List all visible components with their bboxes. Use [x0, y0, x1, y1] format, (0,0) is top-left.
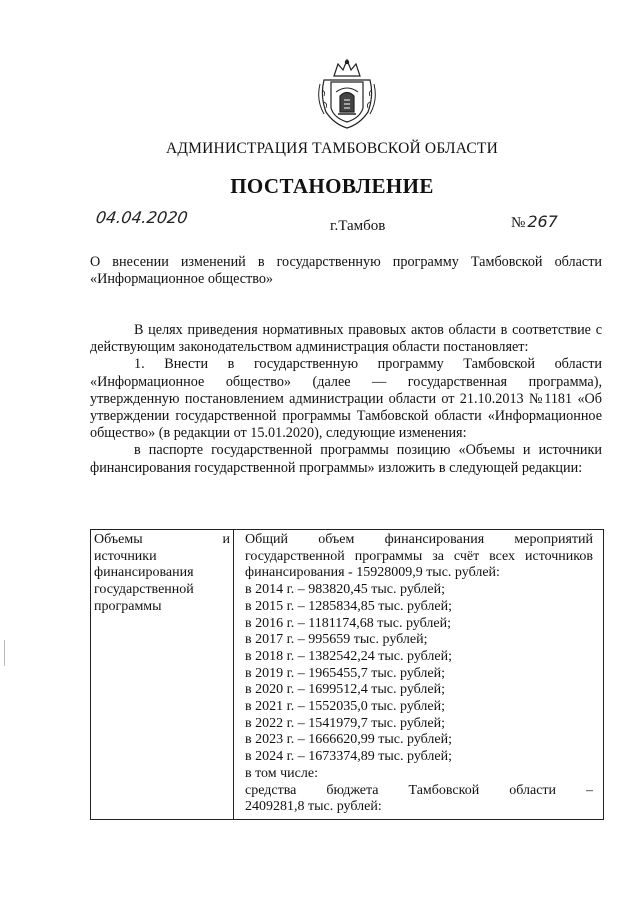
label-line: программы: [94, 598, 162, 614]
budget-amount: 2409281,8 тыс. рублей:: [245, 799, 382, 815]
year-amount: в 2019 г. – 1965455,7 тыс. рублей;: [245, 665, 445, 681]
year-amount: в 2023 г. – 1666620,99 тыс. рублей;: [245, 732, 452, 748]
city-name: г.Тамбов: [330, 218, 386, 234]
coat-of-arms-emblem-icon: [316, 56, 378, 130]
table-cell-value: [234, 530, 604, 820]
handwritten-date: 04.04.2020: [94, 208, 189, 227]
item-1-paragraph: 1. Внести в государственную программу Тамбовской области «Информационное общество» (далее — государственная программа), утвержденную постановлением администрации области от 21.10.2013 №1181 «Об утверждении государственной программы Тамбовской области «Информационное общество» (в редакции от 15.01.2020), следующие изменения:: [90, 356, 602, 442]
year-amount: в 2022 г. – 1541979,7 тыс. рублей;: [245, 715, 445, 731]
preamble-paragraph: В целях приведения нормативных правовых актов области в соответствие с действующим законодательством администрация области постановляет:: [90, 322, 602, 356]
table-row: [91, 530, 604, 820]
passport-intro-paragraph: в паспорте государственной программы позицию «Объемы и источники финансирования государственной программы» изложить в следующей редакции:: [90, 442, 602, 476]
document-type-title: ПОСТАНОВЛЕНИЕ: [230, 174, 434, 198]
financing-table: [90, 529, 604, 820]
year-amount: в 2024 г. – 1673374,89 тыс. рублей;: [245, 749, 452, 765]
budget-line: средства бюджета Тамбовской области –: [245, 782, 593, 798]
label-line: государственной: [94, 582, 194, 598]
label-line: источники: [94, 548, 157, 564]
handwritten-number: 267: [527, 212, 558, 231]
organization-name: АДМИНИСТРАЦИЯ ТАМБОВСКОЙ ОБЛАСТИ: [166, 140, 498, 157]
year-amount: в 2021 г. – 1552035,0 тыс. рублей;: [245, 699, 445, 715]
year-amount: в 2018 г. – 1382542,24 тыс. рублей;: [245, 648, 452, 664]
scan-margin-mark: [4, 640, 5, 666]
financing-total: Общий объем финансирования мероприятий государственной программы за счёт всех источников финансирования - 15928009,9 тыс. рублей:: [245, 532, 593, 581]
document-body: [90, 322, 602, 477]
year-amount: в 2015 г. – 1285834,85 тыс. рублей;: [245, 598, 452, 614]
year-amount: в 2017 г. – 995659 тыс. рублей;: [245, 632, 428, 648]
year-amount: в 2016 г. – 1181174,68 тыс. рублей;: [245, 615, 451, 631]
label-line: Объемы и: [94, 532, 230, 547]
document-subject: О внесении изменений в государственную программу Тамбовской области «Информационное общество»: [90, 254, 602, 287]
year-amount: в 2014 г. – 983820,45 тыс. рублей;: [245, 582, 445, 598]
including-label: в том числе:: [245, 765, 318, 781]
document-number: [511, 212, 558, 232]
table-cell-label: [91, 530, 234, 820]
year-amount: в 2020 г. – 1699512,4 тыс. рублей;: [245, 682, 445, 698]
number-sign: №: [511, 215, 526, 231]
label-line: финансирования: [94, 565, 194, 581]
